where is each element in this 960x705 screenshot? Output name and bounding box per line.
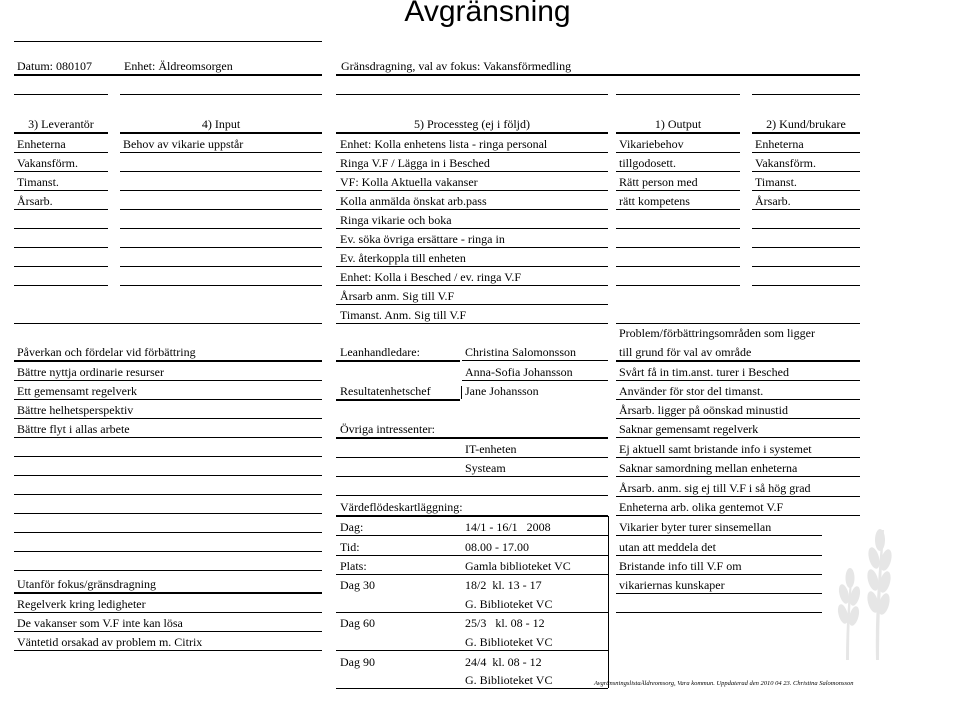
divider: [616, 457, 860, 458]
divider: [336, 555, 608, 556]
divider: [616, 360, 860, 362]
problem-item: Enheterna arb. olika gentemot V.F: [619, 500, 784, 514]
vardeflode-label: Dag:: [340, 520, 364, 534]
divider: [14, 380, 322, 381]
list-item: Enhet: Kolla i Besched / ev. ringa V.F: [340, 270, 522, 284]
problem-extra: vikariernas kunskaper: [619, 578, 725, 592]
divider: [336, 495, 608, 496]
list-item: Regelverk kring ledigheter: [17, 597, 146, 611]
list-item: Rätt person med: [619, 175, 698, 189]
divider: [616, 399, 860, 400]
paverkan-heading: Påverkan och fördelar vid förbättring: [17, 345, 196, 359]
vardeflode-value: 18/2 kl. 13 - 17: [465, 578, 542, 592]
divider: [14, 266, 108, 267]
divider: [120, 152, 322, 153]
divider: [608, 516, 609, 688]
divider: [336, 152, 608, 153]
divider: [752, 190, 860, 191]
divider: [336, 535, 608, 536]
problem-item: Ej aktuell samt bristande info i systemet: [619, 442, 812, 456]
vardeflode-label: Dag 60: [340, 616, 375, 630]
problem-extra: Bristande info till V.F om: [619, 559, 742, 573]
list-item: VF: Kolla Aktuella vakanser: [340, 175, 478, 189]
divider: [752, 285, 860, 286]
problem-item: Svårt få in tim.anst. turer i Besched: [619, 365, 789, 379]
divider: [14, 360, 322, 362]
list-item: Bättre helhetsperspektiv: [17, 403, 134, 417]
divider: [616, 152, 740, 153]
divider: [336, 190, 608, 191]
divider: [752, 209, 860, 210]
divider: [14, 456, 322, 457]
intressent-item: IT-enheten: [465, 442, 517, 456]
gransdragning-field: Gränsdragning, val av fokus: Vakansförmedling: [341, 59, 572, 73]
output-heading: 1) Output: [654, 117, 702, 131]
divider: [336, 94, 608, 95]
list-item: Väntetid orsakad av problem m. Citrix: [17, 635, 203, 649]
divider: [120, 190, 322, 191]
divider: [14, 94, 108, 95]
vardeflode-heading: Värdeflödeskartläggning:: [340, 500, 463, 514]
divider: [752, 152, 860, 153]
enhet-field: Enhet: Äldreomsorgen: [124, 59, 233, 73]
list-item: Behov av vikarie uppstår: [123, 137, 244, 151]
list-item: Bättre nyttja ordinarie resurser: [17, 365, 164, 379]
list-item: Bättre flyt i allas arbete: [17, 422, 130, 436]
divider: [616, 515, 860, 516]
vardeflode-label: Tid:: [340, 540, 360, 554]
list-item: Årsarb.: [755, 194, 791, 208]
divider: [120, 285, 322, 286]
problem-extra: utan att meddela det: [619, 540, 716, 554]
problem-extra: Vikarier byter turer sinsemellan: [619, 520, 772, 534]
resultatenhetschef-label: Resultatenhetschef: [340, 384, 431, 398]
divider: [616, 228, 740, 229]
list-item: Vakansförm.: [17, 156, 78, 170]
problem-item: Årsarb. ligger på oönskad minustid: [619, 403, 788, 417]
list-item: Ev. återkoppla till enheten: [340, 251, 466, 265]
divider: [336, 437, 608, 439]
divider: [120, 247, 322, 248]
list-item: Ringa V.F / Lägga in i Besched: [340, 156, 490, 170]
problem-heading: Problem/förbättringsområden som ligger: [619, 326, 815, 340]
list-item: Timanst. Anm. Sig till V.F: [340, 308, 467, 322]
intressent-item: Systeam: [465, 461, 506, 475]
leverantor-heading: 3) Leverantör: [28, 117, 94, 131]
kund-heading: 2) Kund/brukare: [766, 117, 846, 131]
divider: [120, 266, 322, 267]
divider: [14, 612, 322, 613]
problem-item: Årsarb. anm. sig ej till V.F i så hög grad: [619, 481, 811, 495]
list-item: Vakansförm.: [755, 156, 816, 170]
divider: [14, 494, 322, 495]
divider: [14, 418, 322, 419]
list-item: Enheterna: [755, 137, 804, 151]
list-item: Kolla anmälda önskat arb.pass: [340, 194, 487, 208]
problem-heading: till grund för val av område: [619, 345, 752, 359]
divider: [336, 399, 460, 401]
divider: [336, 247, 608, 248]
divider: [120, 132, 322, 134]
processsteg-heading: 5) Processteg (ej i följd): [414, 117, 530, 131]
divider: [120, 209, 322, 210]
utanfor-heading: Utanför fokus/gränsdragning: [17, 577, 156, 591]
divider: [14, 592, 322, 594]
divider: [336, 612, 608, 613]
list-item: Ev. söka övriga ersättare - ringa in: [340, 232, 505, 246]
datum-field: Datum: 080107: [17, 59, 92, 73]
vardeflode-value: Gamla biblioteket VC: [465, 559, 571, 573]
divider: [14, 475, 322, 476]
problem-item: Saknar gemensamt regelverk: [619, 422, 759, 436]
vardeflode-value: 08.00 - 17.00: [465, 540, 529, 554]
divider: [14, 570, 322, 571]
divider: [336, 476, 608, 477]
divider: [616, 593, 822, 594]
divider: [14, 437, 322, 438]
divider: [616, 209, 740, 210]
divider: [616, 190, 740, 191]
list-item: Enhet: Kolla enhetens lista - ringa personal: [340, 137, 548, 151]
divider: [336, 132, 608, 134]
leanhandledare-name: Christina Salomonsson: [465, 345, 577, 359]
list-item: Årsarb anm. Sig till V.F: [340, 289, 455, 303]
list-item: Vikariebehov: [619, 137, 684, 151]
divider: [616, 612, 822, 613]
vardeflode-label: Dag 30: [340, 578, 375, 592]
wheat-decoration-icon: [828, 520, 898, 660]
divider: [616, 476, 860, 477]
vardeflode-value: 25/3 kl. 08 - 12: [465, 616, 545, 630]
divider: [752, 132, 860, 134]
divider: [752, 228, 860, 229]
divider: [752, 266, 860, 267]
divider: [336, 209, 608, 210]
list-item: Ett gemensamt regelverk: [17, 384, 137, 398]
divider: [616, 94, 740, 95]
divider: [616, 418, 860, 419]
vardeflode-value: G. Biblioteket VC: [465, 635, 553, 649]
divider: [14, 399, 322, 400]
divider: [120, 171, 322, 172]
divider: [616, 266, 740, 267]
divider: [336, 650, 608, 651]
divider: [14, 532, 322, 533]
list-item: De vakanser som V.F inte kan lösa: [17, 616, 183, 630]
divider: [616, 380, 860, 381]
divider: [752, 171, 860, 172]
list-item: Årsarb.: [17, 194, 53, 208]
divider: [14, 209, 108, 210]
vardeflode-value: 24/4 kl. 08 - 12: [465, 655, 542, 669]
list-item: tillgodosett.: [619, 156, 676, 170]
divider: [616, 555, 822, 556]
divider: [336, 228, 608, 229]
divider: [14, 152, 108, 153]
divider: [14, 631, 322, 632]
divider: [120, 228, 322, 229]
divider: [14, 41, 322, 42]
vardeflode-label: Plats:: [340, 559, 367, 573]
problem-item: Använder för stor del timanst.: [619, 384, 764, 398]
divider: [14, 132, 108, 134]
divider: [336, 323, 608, 324]
divider: [336, 171, 608, 172]
list-item: Timanst.: [17, 175, 59, 189]
intressenter-label: Övriga intressenter:: [340, 422, 435, 436]
divider: [616, 285, 740, 286]
page-title: Avgränsning: [404, 0, 571, 28]
list-item: Ringa vikarie och boka: [340, 213, 452, 227]
divider: [336, 304, 608, 305]
divider: [14, 323, 322, 324]
divider: [336, 266, 608, 267]
footer-text: AvgränsningslistaÄldreomsorg, Vara kommun. Uppdaterad den 2010 04 23. Christina Salomonsson: [594, 680, 854, 687]
problem-item: Saknar samordning mellan enheterna: [619, 461, 798, 475]
list-item: rätt kompetens: [619, 194, 690, 208]
vardeflode-value: 14/1 - 16/1 2008: [465, 520, 551, 534]
divider: [336, 515, 608, 517]
divider: [14, 513, 322, 514]
divider: [336, 574, 608, 575]
divider: [616, 323, 860, 324]
divider: [336, 457, 608, 458]
divider: [14, 190, 108, 191]
divider: [616, 132, 740, 134]
divider: [336, 285, 608, 286]
list-item: Timanst.: [755, 175, 797, 189]
divider: [336, 360, 460, 362]
vardeflode-label: Dag 90: [340, 655, 375, 669]
divider: [616, 247, 740, 248]
divider: [616, 574, 822, 575]
divider: [120, 94, 322, 95]
divider: [616, 437, 860, 438]
divider: [616, 535, 822, 536]
divider: [14, 551, 322, 552]
vardeflode-value: G. Biblioteket VC: [465, 597, 553, 611]
divider: [14, 285, 108, 286]
divider: [14, 228, 108, 229]
input-heading: 4) Input: [201, 117, 241, 131]
divider: [14, 650, 322, 651]
divider: [752, 247, 860, 248]
vardeflode-value: G. Biblioteket VC: [465, 673, 553, 687]
divider: [336, 688, 608, 689]
divider: [462, 360, 608, 361]
divider: [14, 74, 322, 76]
divider: [752, 94, 860, 95]
divider: [616, 496, 860, 497]
divider: [616, 171, 740, 172]
leanhandledare-label: Leanhandledare:: [340, 345, 420, 359]
divider: [462, 380, 608, 381]
resultatenhetschef-name: Jane Johansson: [465, 384, 539, 398]
divider: [336, 74, 860, 76]
leanhandledare-name: Anna-Sofia Johansson: [465, 365, 573, 379]
divider: [14, 171, 108, 172]
divider: [461, 386, 462, 399]
list-item: Enheterna: [17, 137, 66, 151]
divider: [14, 247, 108, 248]
